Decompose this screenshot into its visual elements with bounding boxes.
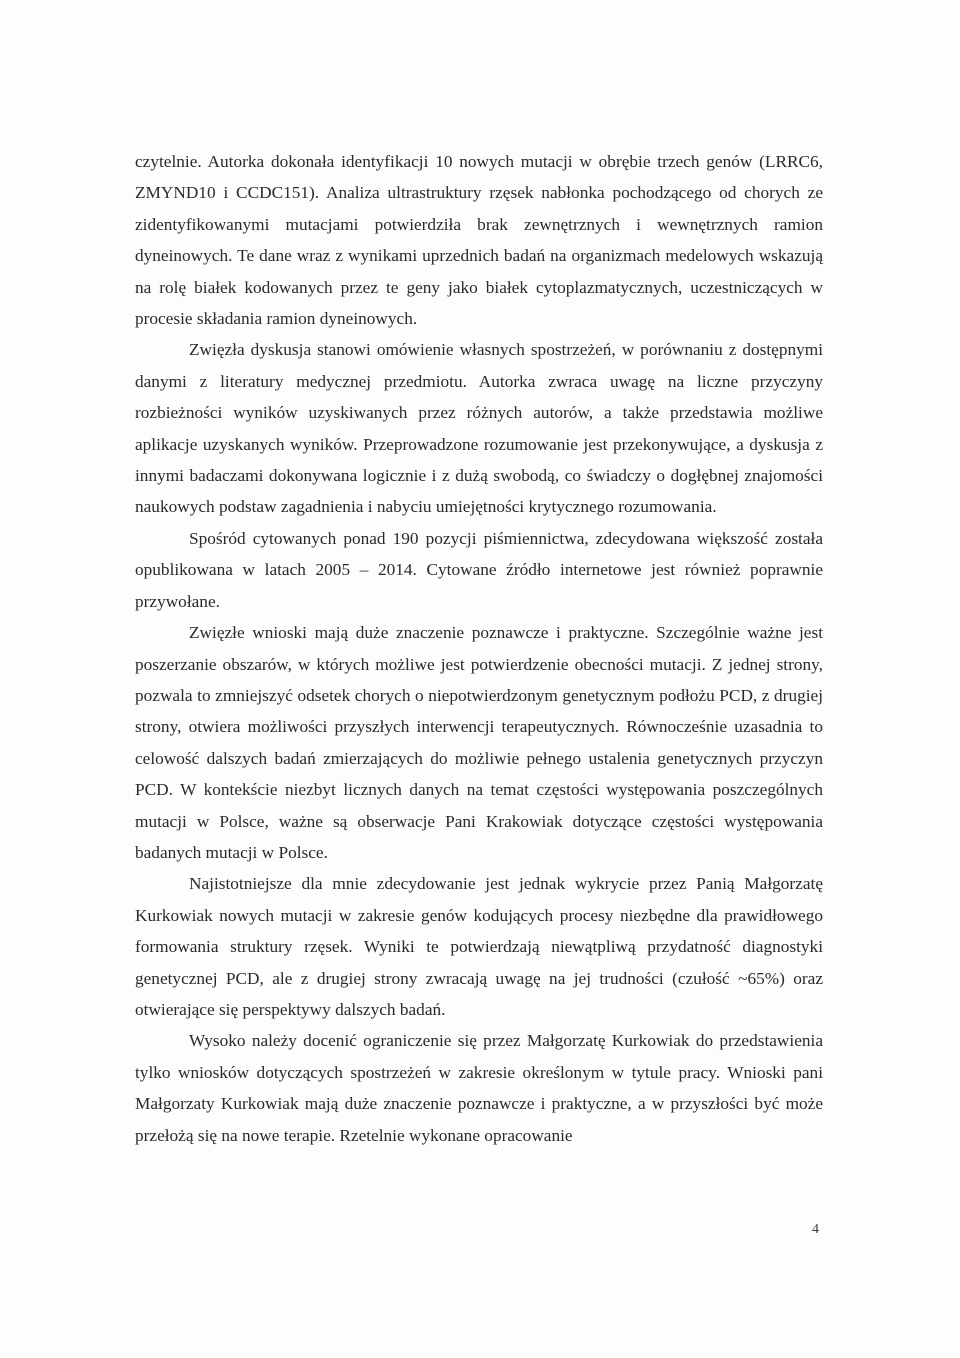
paragraph-key-finding: Najistotniejsze dla mnie zdecydowanie jest jednak wykrycie przez Panią Małgorzatę Kurkowiak nowych mutacji w zakresie genów kodujących procesy niezbędne dla prawidłowego formowania struktury rzęsek. Wyniki te potwierdzają niewątpliwą przydatność diagnostyki genetycznej PCD, ale z drugiej strony zwracają uwagę na jej trudności (czułość ~65%) oraz otwierające się perspektywy dalszych badań. — [135, 874, 823, 1019]
paragraph-conclusions: Zwięzłe wnioski mają duże znaczenie poznawcze i praktyczne. Szczególnie ważne jest poszerzanie obszarów, w których możliwe jest potwierdzenie obecności mutacji. Z jednej strony, pozwala to zmniejszyć odsetek chorych o niepotwierdzonym genetycznym podłożu PCD, z drugiej strony, otwiera możliwości przyszłych interwencji terapeutycznych. Równocześnie uzasadnia to celowość dalszych badań zmierzających do możliwie pełnego ustalenia genetycznych przyczyn PCD. W kontekście niezbyt licznych danych na temat częstości występowania poszczególnych mutacji w Polsce, ważne są obserwacje Pani Krakowiak dotyczące częstości występowania badanych mutacji w Polsce. — [135, 623, 823, 862]
document-body — [135, 146, 823, 1151]
paragraph-discussion: Zwięzła dyskusja stanowi omówienie własnych spostrzeżeń, w porównaniu z dostępnymi danymi z literatury medycznej przedmiotu. Autorka zwraca uwagę na liczne przyczyny rozbieżności wyników uzyskiwanych przez różnych autorów, a także przedstawia możliwe aplikacje uzyskanych wyników. Przeprowadzone rozumowanie jest przekonywujące, a dyskusja z innymi badaczami dokonywana logicznie i z dużą swobodą, co świadczy o dogłębnej znajomości naukowych podstaw zagadnienia i nabyciu umiejętności krytycznego rozumowania. — [135, 340, 823, 517]
paragraph-references: Spośród cytowanych ponad 190 pozycji piśmiennictwa, zdecydowana większość została opublikowana w latach 2005 – 2014. Cytowane źródło internetowe jest również poprawnie przywołane. — [135, 528, 823, 611]
paragraph-assessment: Wysoko należy docenić ograniczenie się przez Małgorzatę Kurkowiak do przedstawienia tylko wniosków dotyczących spostrzeżeń w zakresie określonym w tytule pracy. Wnioski pani Małgorzaty Kurkowiak mają duże znaczenie poznawcze i praktyczne, a w przyszłości być może przełożą się na nowe terapie. Rzetelnie wykonane opracowanie — [135, 1031, 823, 1145]
paragraph-continuation: czytelnie. Autorka dokonała identyfikacji 10 nowych mutacji w obrębie trzech genów (LRRC6, ZMYND10 i CCDC151). Analiza ultrastruktury rzęsek nabłonka pochodzącego od chorych ze zidentyfikowanymi mutacjami potwierdziła brak zewnętrznych i wewnętrznych ramion dyneinowych. Te dane wraz z wynikami uprzednich badań na organizmach medelowych wskazują na rolę białek kodowanych przez te geny jako białek cytoplazmatycznych, uczestniczących w procesie składania ramion dyneinowych. — [135, 152, 823, 329]
page-number: 4 — [812, 1222, 819, 1237]
